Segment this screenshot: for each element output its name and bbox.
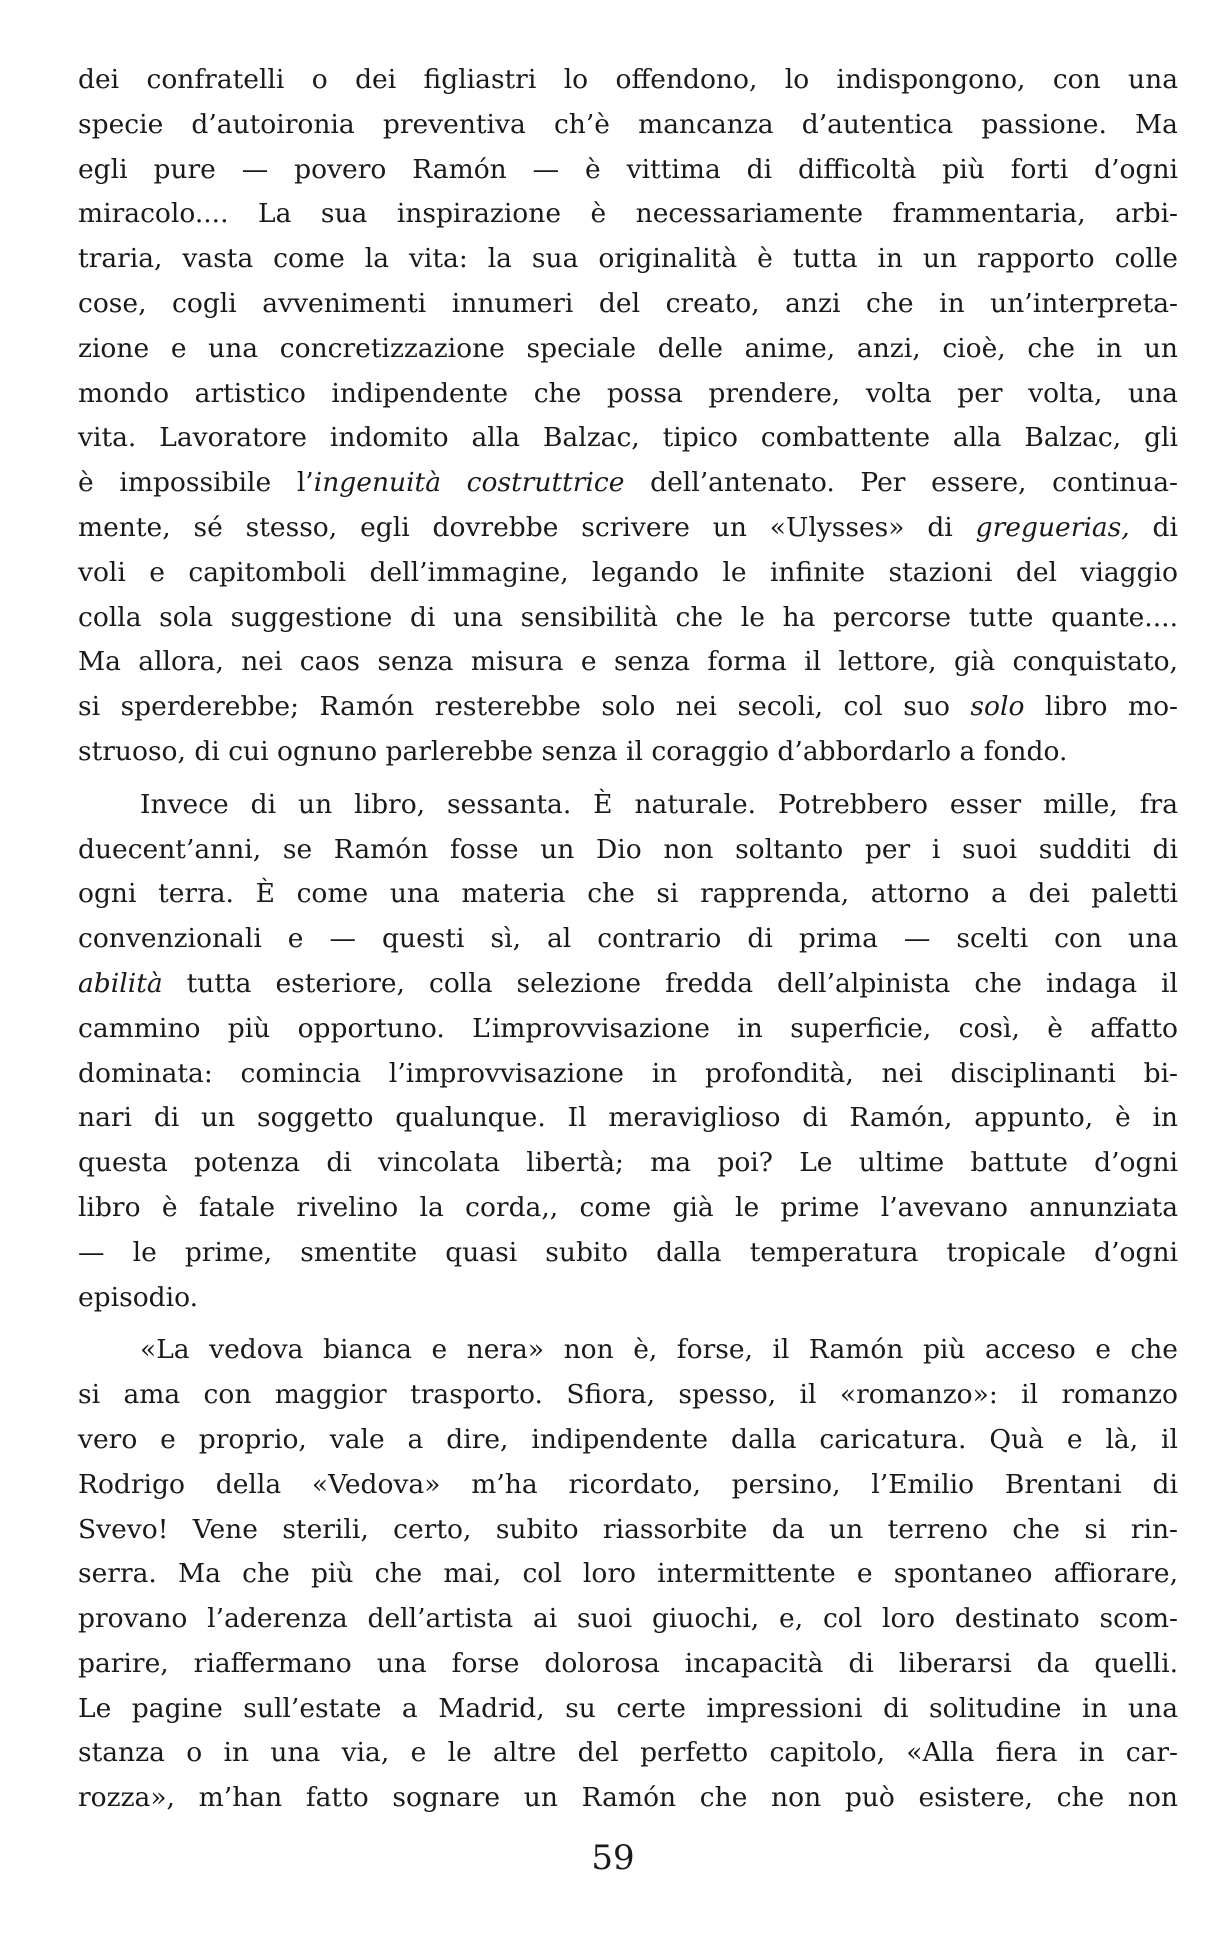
text-line — [78, 1418, 1178, 1463]
text-line — [78, 828, 1178, 873]
text-line — [78, 148, 1178, 193]
text-line — [78, 1186, 1178, 1231]
text-line — [78, 1096, 1178, 1141]
text-run: mente, sé stesso, egli dovrebbe scrivere un «Ulysses» di — [78, 511, 976, 543]
text-run: voli e capitomboli dell’immagine, legando le infinite stazioni del viaggio — [78, 556, 1178, 588]
text-run: «La vedova bianca e nera» non è, forse, il Ramón più acceso e che — [140, 1334, 1178, 1366]
paragraph — [78, 1328, 1178, 1821]
text-run: Svevo! Vene sterili, certo, subito riassorbite da un terreno che si rin- — [78, 1513, 1178, 1545]
text-line — [78, 1508, 1178, 1553]
text-run: tutta esteriore, colla selezione fredda dell’alpinista che indaga il — [162, 967, 1178, 999]
text-line — [78, 506, 1178, 551]
text-run: dei confratelli o dei figliastri lo offendono, lo indispongono, con una — [78, 64, 1178, 95]
text-run: specie d’autoironia preventiva ch’è mancanza d’autentica passione. Ma — [78, 108, 1178, 140]
text-run: provano l’aderenza dell’artista ai suoi giuochi, e, col loro destinato scom- — [78, 1603, 1178, 1635]
paragraph — [78, 58, 1178, 775]
text-line — [78, 917, 1178, 962]
text-line — [78, 1731, 1178, 1776]
text-run: egli pure — povero Ramón — è vittima di difficoltà più forti d’ogni — [78, 153, 1178, 185]
text-run: cammino più opportuno. L’improvvisazione in superficie, così, è affatto — [78, 1012, 1178, 1044]
text-run: stanza o in una via, e le altre del perfetto capitolo, «Alla fiera in car- — [78, 1737, 1178, 1769]
paragraph — [78, 783, 1178, 1321]
text-line — [78, 1007, 1178, 1052]
text-run: vero e proprio, vale a dire, indipendente dalla caricatura. Quà e là, il — [78, 1423, 1178, 1455]
text-line — [78, 1597, 1178, 1642]
text-line — [78, 551, 1178, 596]
text-line — [78, 640, 1178, 685]
text-run: convenzionali e — questi sì, al contrario di prima — scelti con una — [78, 923, 1178, 955]
text-run: nari di un soggetto qualunque. Il meraviglioso di Ramón, appunto, è in — [78, 1102, 1178, 1134]
text-line — [78, 872, 1178, 917]
text-run: miracolo.... La sua inspirazione è necessariamente frammentaria, arbi- — [78, 198, 1178, 230]
italic-text: ingenuità costruttrice — [313, 467, 625, 499]
italic-text: solo — [970, 691, 1025, 723]
text-line — [78, 1231, 1178, 1276]
text-run: dominata: comincia l’improvvisazione in profondità, nei disciplinanti bi- — [78, 1057, 1178, 1089]
text-line — [78, 685, 1178, 730]
italic-text: greguerias, — [975, 511, 1130, 543]
text-run: episodio. — [78, 1281, 199, 1313]
text-run: vita. Lavoratore indomito alla Balzac, tipico combattente alla Balzac, gli — [78, 422, 1178, 454]
text-line — [78, 596, 1178, 641]
text-line — [78, 282, 1178, 327]
text-line — [78, 1552, 1178, 1597]
text-run: zione e una concretizzazione speciale delle anime, anzi, cioè, che in un — [78, 332, 1178, 364]
text-line — [78, 1373, 1178, 1418]
text-run: è impossibile l’ — [78, 467, 314, 499]
text-run: Invece di un libro, sessanta. È naturale. Potrebbero esser mille, fra — [140, 788, 1178, 820]
text-run: Rodrigo della «Vedova» m’ha ricordato, persino, l’Emilio Brentani di — [78, 1468, 1178, 1500]
text-run: questa potenza di vincolata libertà; ma poi? Le ultime battute d’ogni — [78, 1147, 1178, 1179]
text-run: rozza», m’han fatto sognare un Ramón che non può esistere, che non — [78, 1782, 1178, 1814]
text-run: libro è fatale rivelino la corda,, come già le prime l’avevano annunziata — [78, 1191, 1178, 1223]
text-run: Ma allora, nei caos senza misura e senza forma il lettore, già conquistato, — [78, 646, 1178, 678]
page-number: 59 — [591, 1838, 635, 1878]
text-line — [78, 1141, 1178, 1186]
text-line — [78, 1276, 1178, 1321]
text-run: cose, cogli avvenimenti innumeri del creato, anzi che in un’interpreta- — [78, 287, 1178, 319]
text-run: di — [1129, 511, 1178, 543]
text-run: duecent’anni, se Ramón fosse un Dio non soltanto per i suoi sudditi di — [78, 833, 1178, 865]
text-line — [78, 327, 1178, 372]
text-run: dell’antenato. Per essere, continua- — [624, 467, 1178, 499]
text-run: libro mo- — [1024, 691, 1179, 723]
text-run: ogni terra. È come una materia che si rapprenda, attorno a dei paletti — [78, 878, 1178, 910]
text-line — [78, 1776, 1178, 1821]
text-line — [78, 962, 1178, 1007]
text-run: traria, vasta come la vita: la sua originalità è tutta in un rapporto colle — [78, 243, 1178, 275]
text-line — [78, 372, 1178, 417]
text-line — [78, 1642, 1178, 1687]
text-line — [78, 1328, 1178, 1373]
text-run: colla sola suggestione di una sensibilità che le ha percorse tutte quante.... — [78, 601, 1178, 633]
text-line — [78, 192, 1178, 237]
text-run: si sperderebbe; Ramón resterebbe solo nei secoli, col suo — [78, 691, 971, 723]
text-line — [78, 58, 1178, 103]
text-run: serra. Ma che più che mai, col loro intermittente e spontaneo affiorare, — [78, 1558, 1178, 1590]
text-run: — le prime, smentite quasi subito dalla temperatura tropicale d’ogni — [78, 1236, 1178, 1268]
text-line — [78, 1052, 1178, 1097]
text-run: struoso, di cui ognuno parlerebbe senza il coraggio d’abbordarlo a fondo. — [78, 735, 1068, 767]
text-line — [78, 1687, 1178, 1732]
text-run: parire, riaffermano una forse dolorosa incapacità di liberarsi da quelli. — [78, 1647, 1178, 1679]
text-line — [78, 1463, 1178, 1508]
text-line — [78, 237, 1178, 282]
text-run: Le pagine sull’estate a Madrid, su certe impressioni di solitudine in una — [78, 1692, 1178, 1724]
text-line — [78, 416, 1178, 461]
text-run: si ama con maggior trasporto. Sfiora, spesso, il «romanzo»: il romanzo — [78, 1379, 1178, 1411]
text-line — [78, 730, 1178, 775]
text-run: mondo artistico indipendente che possa prendere, volta per volta, una — [78, 377, 1178, 409]
page-body — [78, 58, 1178, 1821]
text-line — [78, 103, 1178, 148]
text-line — [78, 461, 1178, 506]
text-line — [78, 783, 1178, 828]
italic-text: abilità — [78, 967, 163, 999]
